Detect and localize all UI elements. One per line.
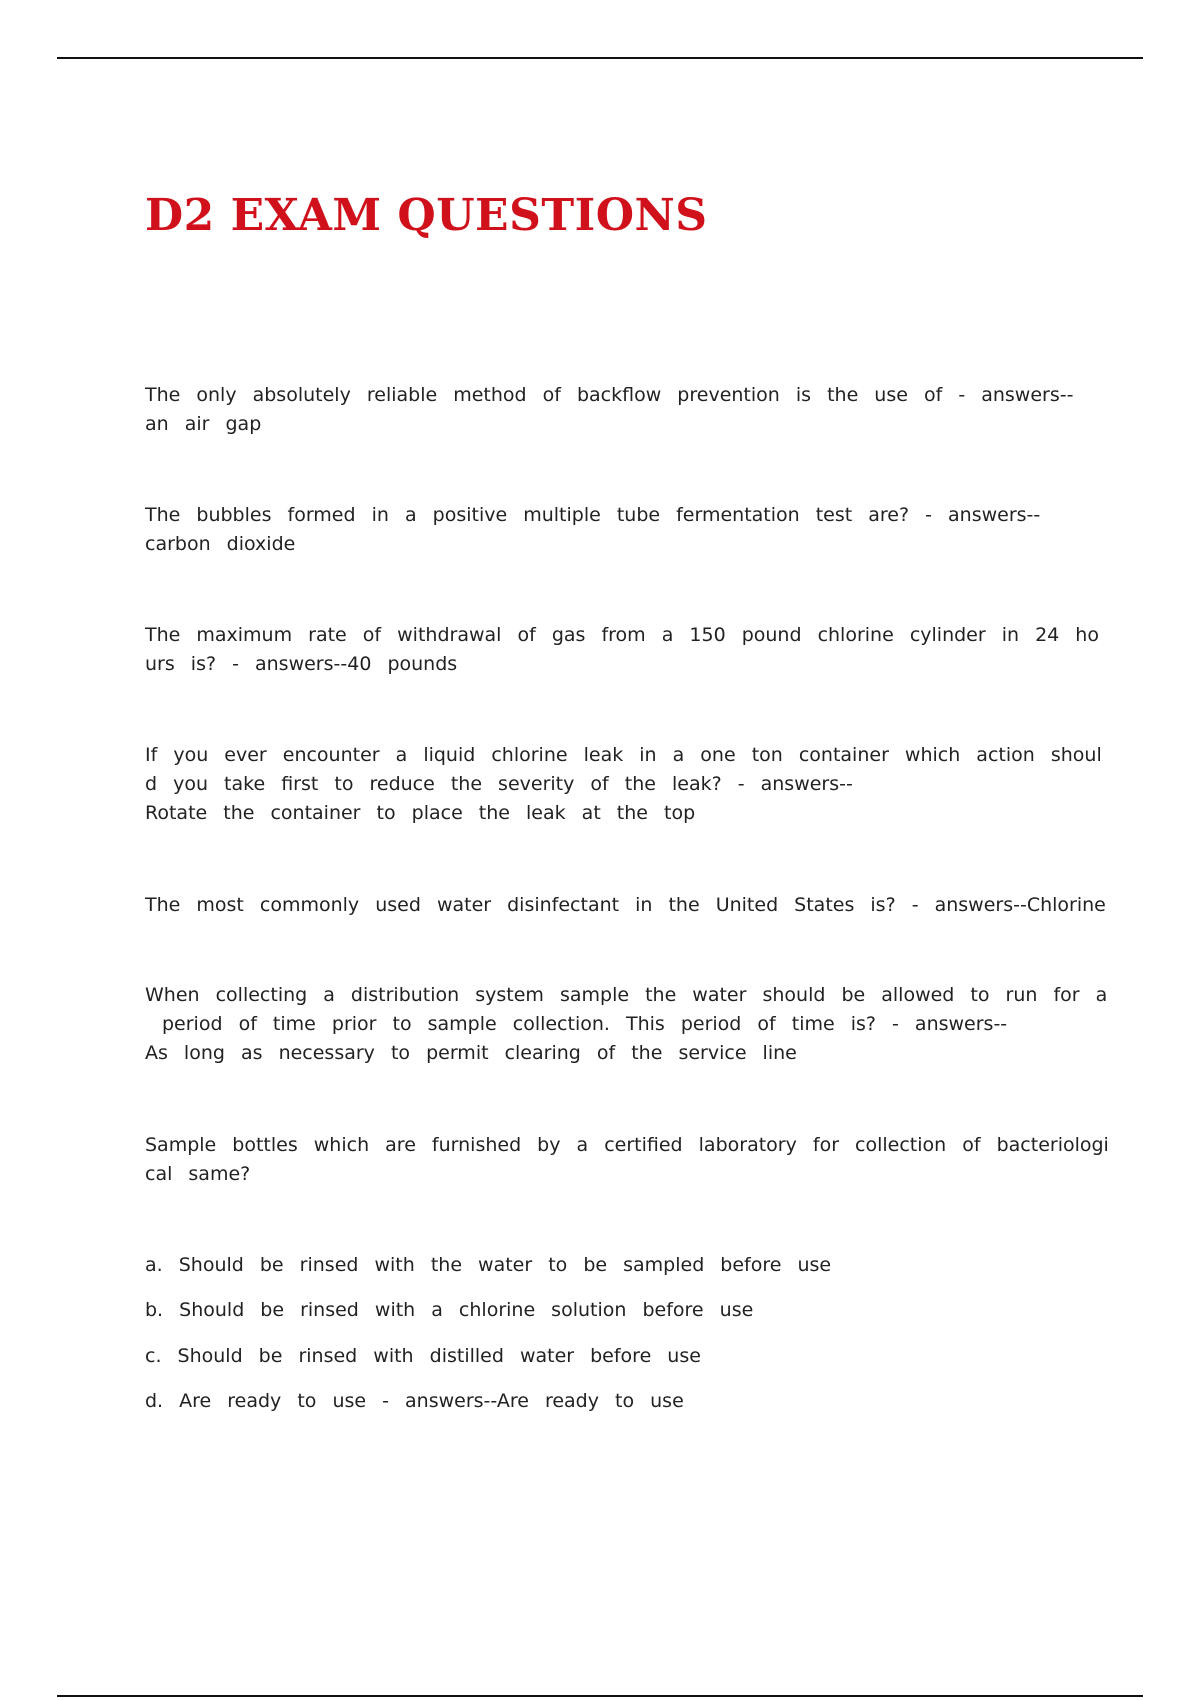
question-5 — [145, 891, 1106, 920]
question-4-line-3: Rotate the container to place the leak at the top — [145, 802, 696, 824]
question-6-line-2: period of time prior to sample collection. This period of time is? - answers-- — [162, 1013, 1008, 1035]
top-rule — [57, 57, 1143, 59]
question-7-line-2: cal same? — [145, 1163, 251, 1185]
question-7-option-c: c. Should be rinsed with distilled water before use — [145, 1345, 701, 1367]
question-2-line-1: The bubbles formed in a positive multiple tube fermentation test are? - answers-- — [145, 504, 1041, 526]
bottom-rule — [57, 1695, 1143, 1697]
question-6-line-3: As long as necessary to permit clearing of the service line — [145, 1042, 797, 1064]
question-5-line-1: The most commonly used water disinfectant in the United States is? - answers--Chlorine — [145, 894, 1106, 916]
question-6-line-1: When collecting a distribution system sample the water should be allowed to run for a — [145, 984, 1108, 1006]
question-3-line-1: The maximum rate of withdrawal of gas from a 150 pound chlorine cylinder in 24 ho — [145, 624, 1099, 646]
question-3 — [145, 621, 1099, 679]
question-2 — [145, 501, 1095, 559]
question-2-line-2: carbon dioxide — [145, 533, 296, 555]
question-6 — [145, 981, 1108, 1068]
question-1-line-2: an air gap — [145, 413, 262, 435]
question-4 — [145, 741, 1102, 828]
question-7-line-1: Sample bottles which are furnished by a certified laboratory for collection of bacteriologi — [145, 1134, 1109, 1156]
question-1 — [145, 381, 1095, 439]
question-7-option-a: a. Should be rinsed with the water to be sampled before use — [145, 1254, 832, 1276]
question-4-line-1: If you ever encounter a liquid chlorine leak in a one ton container which action shoul — [145, 744, 1102, 766]
question-4-line-2: d you take first to reduce the severity of the leak? - answers-- — [145, 773, 853, 795]
document-title: D2 EXAM QUESTIONS — [145, 190, 708, 241]
question-7-option-b: b. Should be rinsed with a chlorine solution before use — [145, 1299, 754, 1321]
question-1-line-1: The only absolutely reliable method of backflow prevention is the use of - answers-- — [145, 384, 1074, 406]
question-7-option-d: d. Are ready to use - answers--Are ready to use — [145, 1390, 684, 1412]
question-3-line-2: urs is? - answers--40 pounds — [145, 653, 458, 675]
question-7 — [145, 1131, 1109, 1189]
